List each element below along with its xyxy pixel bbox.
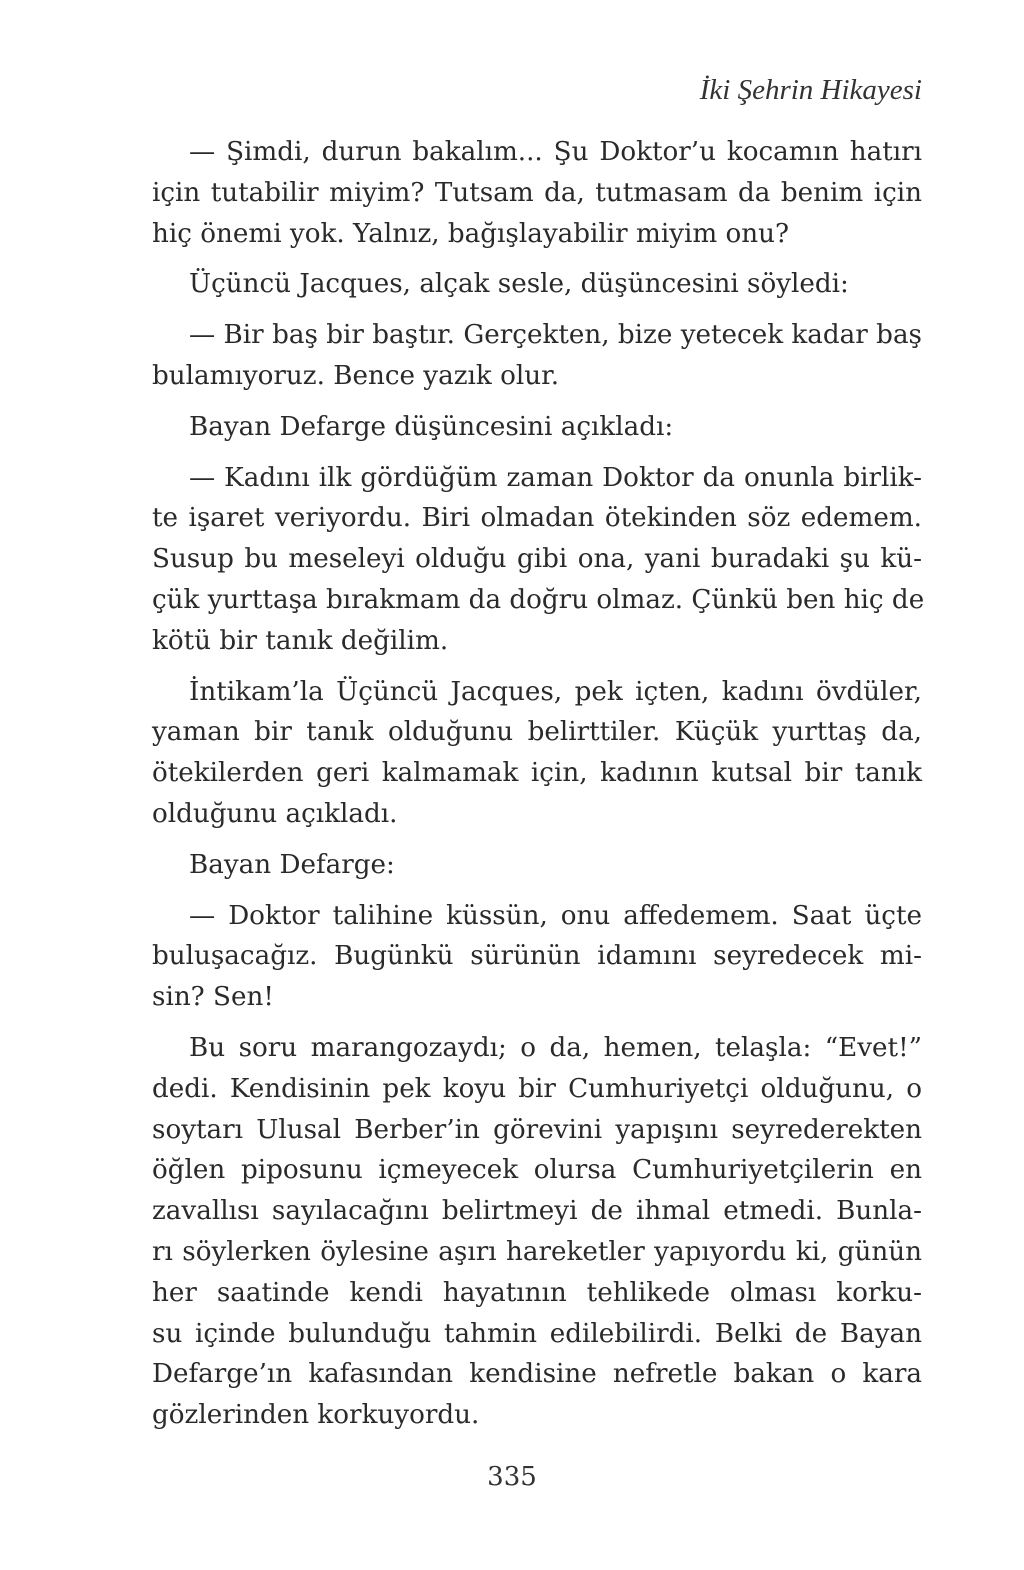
text-line: kötü bir tanık değilim. (152, 625, 449, 656)
text-line: Bayan Defarge düşüncesini açıkladı: (189, 411, 674, 442)
text-line: bulamıyoruz. Bence yazık olur. (152, 360, 560, 391)
text-line: buluşacağız. Bugünkü sürünün idamını seyredecek mi- (152, 941, 922, 972)
text-line: ötekilerden geri kalmamak için, kadının kutsal bir tanık (152, 758, 922, 789)
paragraph (152, 132, 922, 254)
paragraph (152, 896, 922, 1018)
text-line: öğlen piposunu içmeyecek olursa Cumhuriyetçilerin en (152, 1155, 922, 1186)
text-line: çük yurttaşa bırakmam da doğru olmaz. Çünkü ben hiç de (152, 584, 925, 615)
text-line: — Doktor talihine küssün, onu affedemem. Saat üçte (189, 900, 922, 931)
text-line: için tutabilir miyim? Tutsam da, tutmasam da benim için (152, 177, 922, 208)
text-line: olduğunu açıkladı. (152, 798, 398, 829)
paragraph (152, 1028, 922, 1436)
paragraph (152, 315, 922, 397)
paragraph (152, 672, 922, 835)
text-line: Defarge’ın kafasından kendisine nefretle bakan o kara (152, 1359, 922, 1390)
text-line: yaman bir tanık olduğunu belirttiler. Küçük yurttaş da, (152, 717, 922, 748)
text-line: her saatinde kendi hayatının tehlikede olması korku- (152, 1277, 922, 1308)
body-text (152, 132, 925, 1446)
text-line: İntikam’la Üçüncü Jacques, pek içten, kadını övdüler, (189, 676, 922, 707)
text-line: zavallısı sayılacağını belirtmeyi de ihmal etmedi. Bunla- (152, 1196, 922, 1227)
text-line: te işaret veriyordu. Biri olmadan ötekinden söz edemem. (152, 503, 922, 534)
text-line: gözlerinden korkuyordu. (152, 1400, 480, 1431)
page-number: 335 (487, 1462, 537, 1492)
text-line: — Kadını ilk gördüğüm zaman Doktor da onunla birlik- (189, 462, 922, 493)
text-line: Üçüncü Jacques, alçak sesle, düşüncesini söyledi: (189, 269, 849, 300)
text-line: — Şimdi, durun bakalım... Şu Doktor’u kocamın hatırı (189, 137, 922, 167)
text-line: Susup bu meseleyi olduğu gibi ona, yani buradaki şu kü- (152, 544, 922, 575)
text-line: — Bir baş bir baştır. Gerçekten, bize yetecek kadar baş (189, 320, 922, 351)
paragraph (152, 458, 925, 662)
paragraph (152, 845, 922, 886)
paragraph (152, 407, 922, 448)
text-line: sin? Sen! (152, 982, 274, 1013)
text-line: Bayan Defarge: (189, 849, 395, 880)
text-line: dedi. Kendisinin pek koyu bir Cumhuriyetçi olduğunu, o (152, 1073, 922, 1104)
text-line: Bu soru marangozaydı; o da, hemen, telaşla: “Evet!” (189, 1032, 922, 1063)
text-line: rı söylerken öylesine aşırı hareketler yapıyordu ki, günün (152, 1236, 922, 1267)
text-line: soytarı Ulusal Berber’in görevini yapışını seyrederekten (152, 1114, 922, 1145)
paragraph (152, 264, 922, 305)
text-line: su içinde bulunduğu tahmin edilebilirdi. Belki de Bayan (152, 1318, 922, 1349)
running-head: İki Şehrin Hikayesi (699, 74, 922, 106)
text-line: hiç önemi yok. Yalnız, bağışlayabilir miyim onu? (152, 218, 790, 249)
